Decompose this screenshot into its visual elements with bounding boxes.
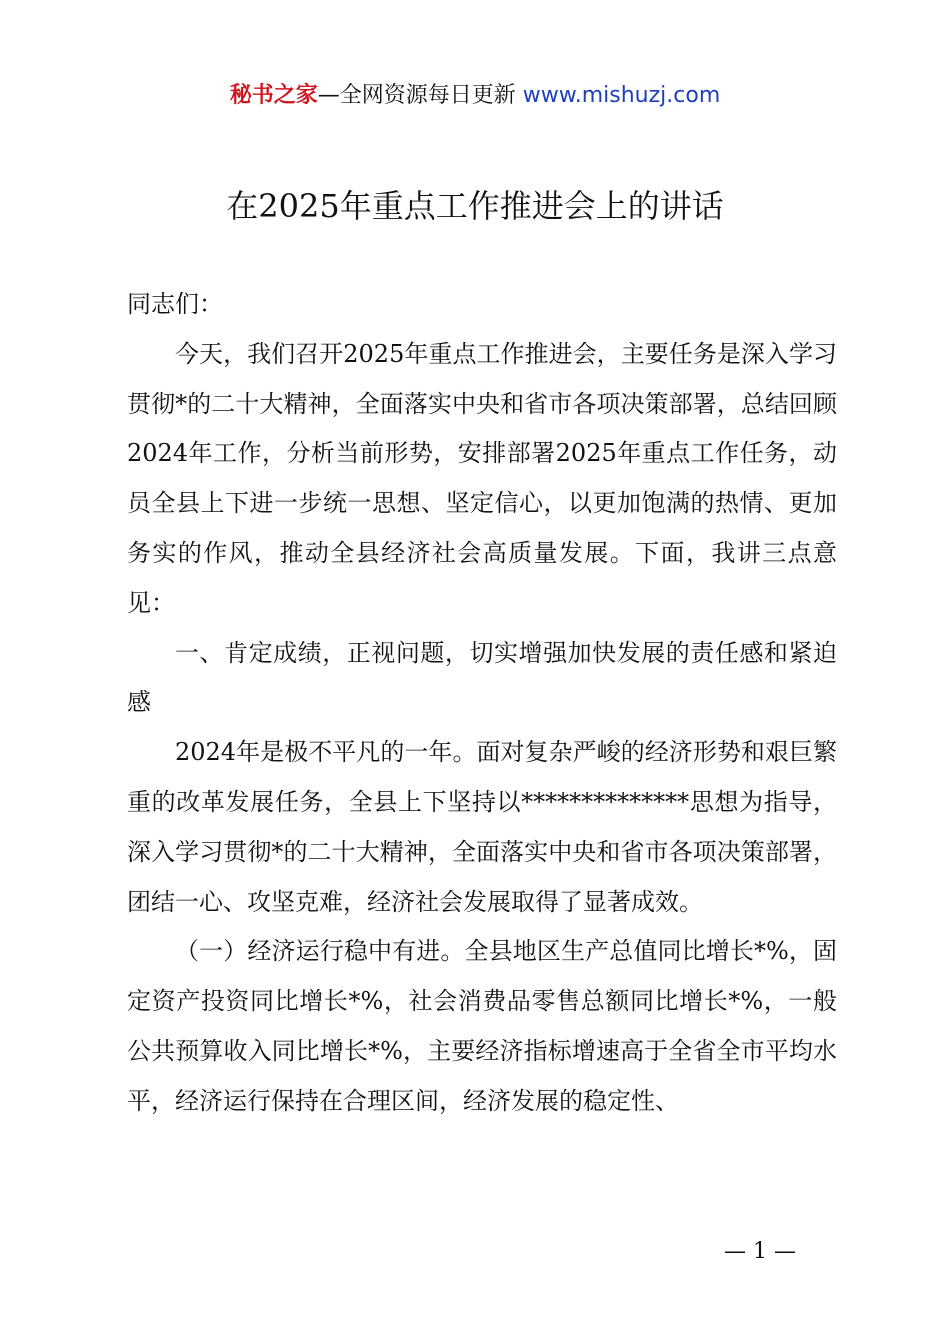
- site-tagline: —全网资源每日更新: [317, 83, 523, 108]
- paragraph-economy: （一）经济运行稳中有进。全县地区生产总值同比增长*%，固定资产投资同比增长*%，社会消费品零售总额同比增长*%，一般公共预算收入同比增长*%，主要经济指标增速高于全省全市平均水平，经济运行保持在合理区间，经济发展的稳定性、: [127, 937, 837, 1115]
- section-heading-1: 一、肯定成绩，正视问题，切实增强加快发展的责任感和紧迫感: [127, 638, 837, 717]
- document-body: [127, 280, 837, 1127]
- paragraph-review: 2024年是极不平凡的一年。面对复杂严峻的经济形势和艰巨繁重的改革发展任务，全县上下坚持以**************思想为指导，深入学习贯彻*的二十大精神，全面落实中央和省市各项决策部署，团结一心、攻坚克难，经济社会发展取得了显著成效。: [127, 738, 837, 916]
- page-number: — 1 —: [724, 1239, 796, 1264]
- site-url-link[interactable]: www.mishuzj.com: [522, 83, 721, 108]
- salutation: 同志们：: [127, 290, 223, 318]
- site-brand: 秘书之家: [229, 83, 318, 108]
- document-title: 在2025年重点工作推进会上的讲话: [226, 187, 724, 225]
- site-banner: [0, 80, 950, 112]
- paragraph-intro: 今天，我们召开2025年重点工作推进会，主要任务是深入学习贯彻*的二十大精神，全面落实中央和省市各项决策部署，总结回顾2024年工作，分析当前形势，安排部署2025年重点工作任务，动员全县上下进一步统一思想、坚定信心，以更加饱满的热情、更加务实的作风，推动全县经济社会高质量发展。下面，我讲三点意见：: [127, 339, 837, 617]
